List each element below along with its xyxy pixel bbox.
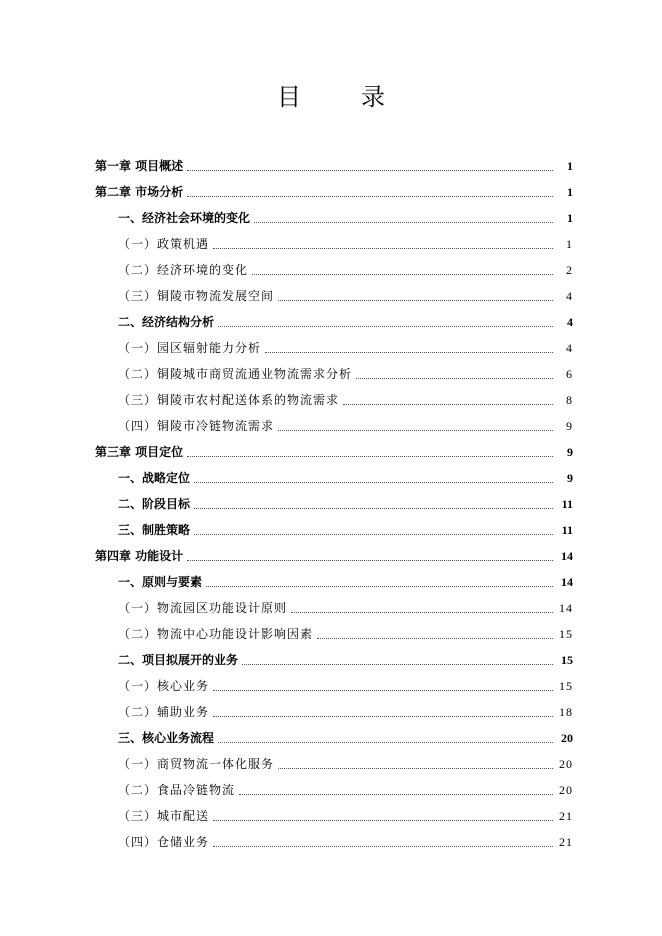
toc-leader-dots bbox=[291, 612, 553, 613]
toc-entry[interactable] bbox=[118, 226, 573, 252]
toc-leader-dots bbox=[239, 794, 553, 795]
toc-leader-dots bbox=[218, 326, 553, 327]
toc-entry-label: （一）物流园区功能设计原则 bbox=[118, 601, 288, 615]
toc-entry-page-number: 6 bbox=[566, 367, 573, 381]
toc-entry[interactable] bbox=[118, 330, 573, 356]
toc-entry-label: 第二章 市场分析 bbox=[95, 185, 184, 199]
toc-entry[interactable] bbox=[118, 460, 573, 486]
toc-entry-label: 二、经济结构分析 bbox=[118, 315, 215, 329]
page-title: 目 录 bbox=[277, 83, 403, 111]
toc-entry[interactable] bbox=[95, 174, 573, 200]
toc-entry-page-number: 21 bbox=[559, 809, 573, 823]
toc-entry[interactable] bbox=[118, 304, 573, 330]
toc-entry-label: （一）园区辐射能力分析 bbox=[118, 341, 262, 355]
toc-entry-label: （三）铜陵市物流发展空间 bbox=[118, 289, 275, 303]
toc-entry-page-number: 15 bbox=[561, 653, 573, 667]
toc-entry-label: （一）政策机遇 bbox=[118, 237, 210, 251]
toc-leader-dots bbox=[278, 300, 553, 301]
toc-entry-label: （二）食品冷链物流 bbox=[118, 783, 236, 797]
toc-leader-dots bbox=[194, 482, 553, 483]
toc-entry-page-number: 14 bbox=[561, 549, 573, 563]
toc-entry-label: 一、原则与要素 bbox=[118, 575, 203, 589]
toc-entry-page-number: 1 bbox=[566, 237, 573, 251]
toc-entry-page-number: 21 bbox=[559, 835, 573, 849]
toc-entry-label: 二、项目拟展开的业务 bbox=[118, 653, 239, 667]
toc-entry[interactable] bbox=[118, 564, 573, 590]
toc-entry-page-number: 11 bbox=[561, 523, 573, 537]
toc-entry[interactable] bbox=[118, 252, 573, 278]
toc-entry-page-number: 9 bbox=[567, 445, 573, 459]
toc-leader-dots bbox=[194, 534, 553, 535]
toc-entry[interactable] bbox=[118, 356, 573, 382]
toc-entry-label: 三、制胜策略 bbox=[118, 523, 191, 537]
toc-leader-dots bbox=[187, 456, 553, 457]
toc-entry-label: （二）物流中心功能设计影响因素 bbox=[118, 627, 314, 641]
toc-entry-label: （三）城市配送 bbox=[118, 809, 210, 823]
toc-leader-dots bbox=[265, 352, 553, 353]
toc-entry[interactable] bbox=[118, 642, 573, 668]
toc-entry[interactable] bbox=[118, 668, 573, 694]
toc-leader-dots bbox=[194, 508, 553, 509]
toc-leader-dots bbox=[213, 846, 553, 847]
toc-entry-label: （二）辅助业务 bbox=[118, 705, 210, 719]
toc-entry-page-number: 1 bbox=[567, 185, 573, 199]
toc-entry-label: （四）铜陵市冷链物流需求 bbox=[118, 419, 275, 433]
toc-leader-dots bbox=[356, 378, 553, 379]
toc-entry[interactable] bbox=[118, 824, 573, 850]
toc-entry[interactable] bbox=[118, 720, 573, 746]
toc-entry-label: 二、阶段目标 bbox=[118, 497, 191, 511]
toc-leader-dots bbox=[317, 638, 553, 639]
toc-entry-label: 一、经济社会环境的变化 bbox=[118, 211, 251, 225]
toc-entry-label: （二）经济环境的变化 bbox=[118, 263, 249, 277]
toc-entry[interactable] bbox=[118, 590, 573, 616]
toc-entry-label: 第一章 项目概述 bbox=[95, 159, 184, 173]
toc-entry-label: （四）仓储业务 bbox=[118, 835, 210, 849]
toc-entry-page-number: 20 bbox=[561, 731, 573, 745]
toc-leader-dots bbox=[278, 768, 553, 769]
toc-entry[interactable] bbox=[118, 278, 573, 304]
toc-entry-label: 一、战略定位 bbox=[118, 471, 191, 485]
toc-entry[interactable] bbox=[95, 538, 573, 564]
toc-entry-page-number: 9 bbox=[566, 419, 573, 433]
toc-entry-page-number: 4 bbox=[566, 341, 573, 355]
toc-leader-dots bbox=[213, 820, 553, 821]
toc-entry[interactable] bbox=[118, 200, 573, 226]
toc-leader-dots bbox=[242, 664, 553, 665]
toc-entry-page-number: 1 bbox=[567, 211, 573, 225]
toc-leader-dots bbox=[213, 248, 553, 249]
toc-leader-dots bbox=[218, 742, 553, 743]
toc-entry[interactable] bbox=[118, 772, 573, 798]
toc-entry[interactable] bbox=[118, 486, 573, 512]
toc-leader-dots bbox=[343, 404, 553, 405]
toc-entry-label: （三）铜陵市农村配送体系的物流需求 bbox=[118, 393, 340, 407]
toc-entry-page-number: 9 bbox=[567, 471, 573, 485]
toc-leader-dots bbox=[254, 222, 553, 223]
toc-entry-page-number: 20 bbox=[559, 757, 573, 771]
toc-entry-label: （二）铜陵城市商贸流通业物流需求分析 bbox=[118, 367, 353, 381]
toc-entry-page-number: 8 bbox=[566, 393, 573, 407]
toc-leader-dots bbox=[213, 690, 553, 691]
toc-entry-page-number: 15 bbox=[559, 627, 573, 641]
toc-entry-page-number: 15 bbox=[559, 679, 573, 693]
toc-entry-page-number: 11 bbox=[561, 497, 573, 511]
toc-entry-page-number: 1 bbox=[567, 159, 573, 173]
toc-leader-dots bbox=[213, 716, 553, 717]
toc-entry[interactable] bbox=[118, 512, 573, 538]
toc-entry-label: （一）商贸物流一体化服务 bbox=[118, 757, 275, 771]
toc-entry[interactable] bbox=[118, 694, 573, 720]
toc-leader-dots bbox=[278, 430, 553, 431]
toc-leader-dots bbox=[187, 560, 553, 561]
toc-entry[interactable] bbox=[95, 148, 573, 174]
toc-entry-page-number: 18 bbox=[559, 705, 573, 719]
toc-entry[interactable] bbox=[118, 408, 573, 434]
toc-entry-label: 三、核心业务流程 bbox=[118, 731, 215, 745]
toc-entry-page-number: 20 bbox=[559, 783, 573, 797]
toc-entry-page-number: 4 bbox=[566, 289, 573, 303]
toc-entry-page-number: 14 bbox=[559, 601, 573, 615]
toc-entry[interactable] bbox=[118, 382, 573, 408]
toc-entry[interactable] bbox=[118, 746, 573, 772]
toc-entry-page-number: 2 bbox=[566, 263, 573, 277]
toc-entry[interactable] bbox=[95, 434, 573, 460]
toc-leader-dots bbox=[252, 274, 553, 275]
toc-entry-page-number: 14 bbox=[561, 575, 573, 589]
toc-entry-page-number: 4 bbox=[567, 315, 573, 329]
toc-leader-dots bbox=[206, 586, 553, 587]
toc-entry[interactable] bbox=[118, 616, 573, 642]
toc-leader-dots bbox=[187, 196, 553, 197]
toc-entry-label: 第三章 项目定位 bbox=[95, 445, 184, 459]
toc-entry-label: 第四章 功能设计 bbox=[95, 549, 184, 563]
toc-entry-label: （一）核心业务 bbox=[118, 679, 210, 693]
toc-leader-dots bbox=[187, 170, 553, 171]
toc-entry[interactable] bbox=[118, 798, 573, 824]
